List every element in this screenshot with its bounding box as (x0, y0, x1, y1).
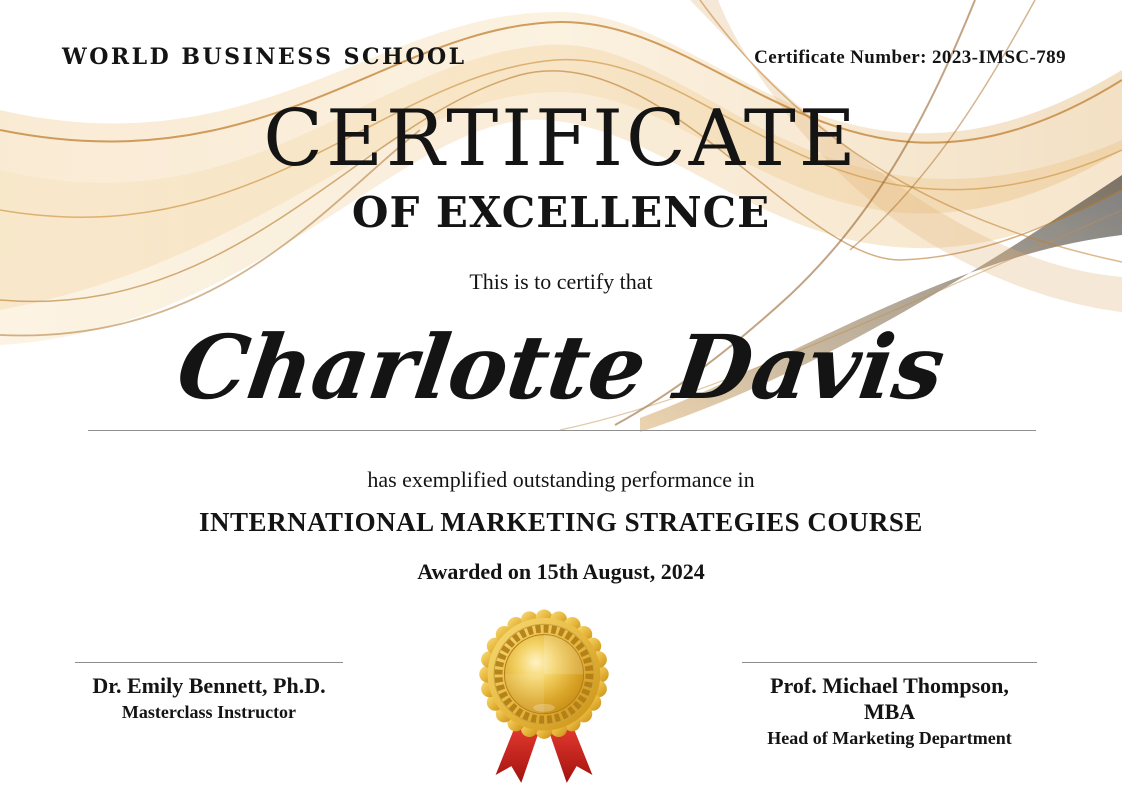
certificate-title: CERTIFICATE (263, 94, 859, 184)
certificate-subtitle: OF EXCELLENCE (351, 188, 771, 237)
signatory-title: Head of Marketing Department (767, 728, 1012, 748)
signatory-title: Masterclass Instructor (121, 702, 297, 722)
certificate-number-label: Certificate Number: (754, 47, 927, 68)
certificate-number-value: 2023-IMSC-789 (932, 47, 1066, 68)
school-name: WORLD BUSINESS SCHOOL (62, 44, 467, 70)
award-date-line: Awarded on 15th August, 2024 (417, 559, 705, 584)
signature-block-right (742, 662, 1037, 749)
signatory-name: Prof. Michael Thompson, MBA (770, 673, 1009, 724)
signature-line (75, 662, 343, 663)
medal-glint (533, 704, 555, 712)
certificate-number (754, 47, 1066, 69)
recipient-name: Charlotte Davis (171, 315, 951, 419)
certify-line: This is to certify that (469, 269, 653, 294)
name-underline (88, 430, 1036, 431)
gold-medal-icon (460, 597, 628, 785)
course-name: INTERNATIONAL MARKETING STRATEGIES COURSE (199, 507, 923, 537)
signature-block-left (75, 662, 343, 723)
signatory-name: Dr. Emily Bennett, Ph.D. (92, 673, 326, 698)
performance-line: has exemplified outstanding performance in (367, 467, 755, 492)
signature-line (742, 662, 1037, 663)
